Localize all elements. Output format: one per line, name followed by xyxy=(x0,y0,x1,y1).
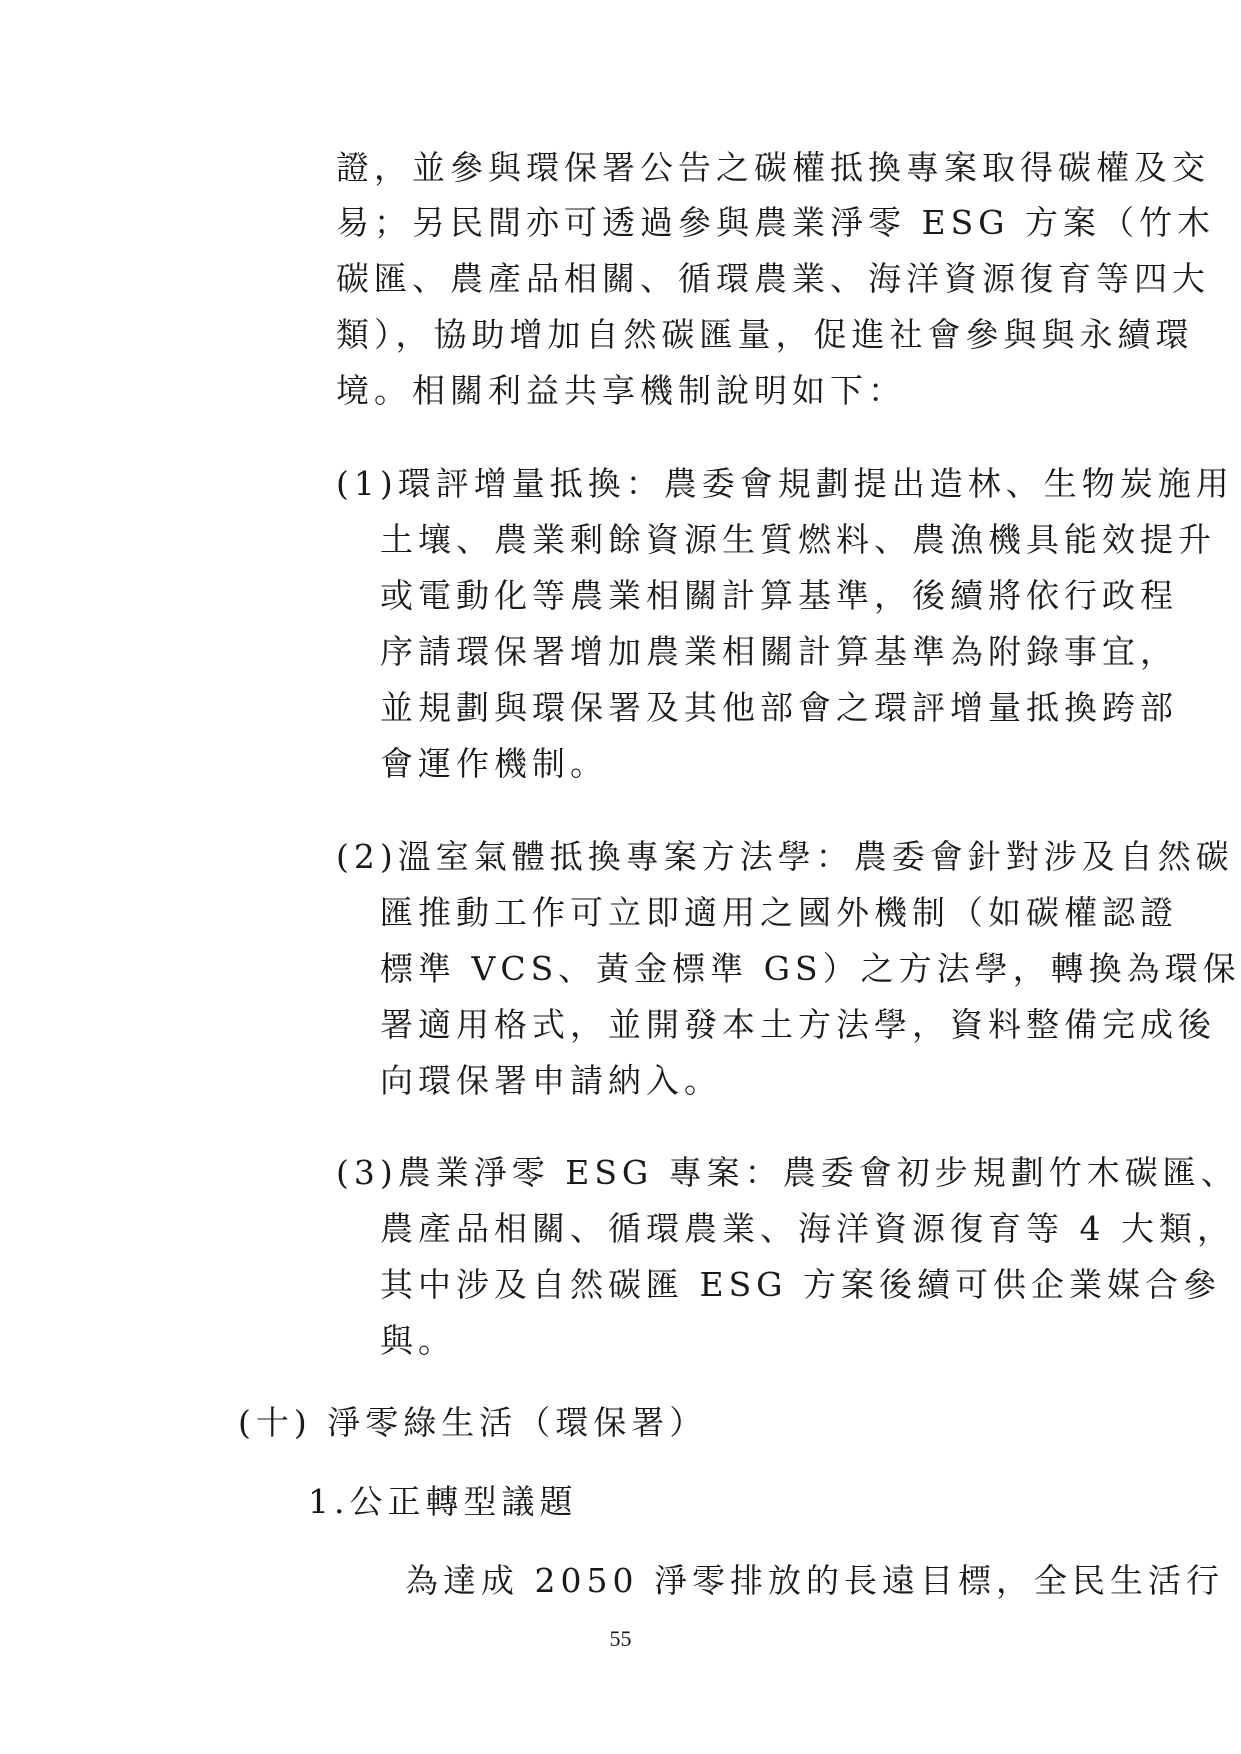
sub-heading: 1.公正轉型議題 xyxy=(308,1482,578,1521)
body-paragraph-line-1: 為達成 2050 淨零排放的長遠目標，全民生活行 xyxy=(405,1561,1224,1600)
item-1-line-4: 序請環保署增加農業相關計算基準為附錄事宜， xyxy=(380,632,1178,671)
intro-line-1: 證，並參與環保署公告之碳權抵換專案取得碳權及交 xyxy=(336,148,1210,187)
intro-line-4: 類），協助增加自然碳匯量，促進社會參與與永續環 xyxy=(336,315,1194,354)
item-2-line-5: 向環保署申請納入。 xyxy=(380,1061,722,1100)
item-2-line-3: 標準 VCS、黃金標準 GS）之方法學，轉換為環保 xyxy=(380,949,1241,988)
item-1-line-1: (1)環評增量抵換：農委會規劃提出造林、生物炭施用 xyxy=(336,464,1234,503)
item-3-line-3: 其中涉及自然碳匯 ESG 方案後續可供企業媒合參 xyxy=(380,1265,1222,1304)
item-1-line-2: 土壤、農業剩餘資源生質燃料、農漁機具能效提升 xyxy=(380,520,1216,559)
page-number: 55 xyxy=(609,1626,632,1651)
item-3-line-1: (3)農業淨零 ESG 專案：農委會初步規劃竹木碳匯、 xyxy=(336,1153,1239,1192)
item-3-line-2: 農產品相關、循環農業、海洋資源復育等 4 大類， xyxy=(380,1209,1235,1248)
section-heading: (十) 淨零綠生活（環保署） xyxy=(238,1403,708,1442)
intro-line-2: 易；另民間亦可透過參與農業淨零 ESG 方案（竹木 xyxy=(336,203,1216,242)
item-1-line-5: 並規劃與環保署及其他部會之環評增量抵換跨部 xyxy=(380,688,1178,727)
item-1-line-6: 會運作機制。 xyxy=(380,744,608,783)
item-1-line-3: 或電動化等農業相關計算基準，後續將依行政程 xyxy=(380,576,1178,615)
item-3-line-4: 與。 xyxy=(380,1321,456,1360)
item-2-line-4: 署適用格式，並開發本土方法學，資料整備完成後 xyxy=(380,1005,1216,1044)
intro-line-3: 碳匯、農產品相關、循環農業、海洋資源復育等四大 xyxy=(336,259,1210,298)
item-2-line-1: (2)溫室氣體抵換專案方法學：農委會針對涉及自然碳 xyxy=(336,837,1234,876)
item-2-line-2: 匯推動工作可立即適用之國外機制（如碳權認證 xyxy=(380,893,1178,932)
intro-line-5: 境。相關利益共享機制說明如下： xyxy=(336,371,906,410)
